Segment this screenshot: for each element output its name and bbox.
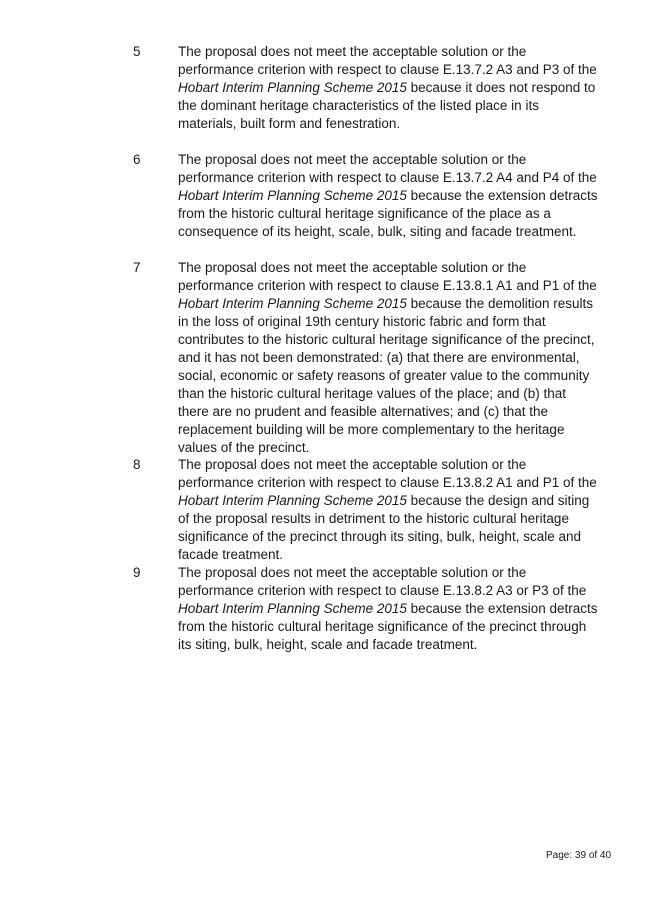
- item-text-post: because it does not respond to the dominant heritage characteristics of the listed place in its materials, built form and fenestration.: [178, 80, 596, 131]
- planning-scheme-title: Hobart Interim Planning Scheme 2015: [178, 188, 407, 203]
- planning-scheme-title: Hobart Interim Planning Scheme 2015: [178, 493, 407, 508]
- item-number: 7: [133, 260, 141, 275]
- item-text-pre: The proposal does not meet the acceptable solution or the performance criterion with respect to clause E.13.8.2 A1 and P1 of the: [178, 457, 597, 490]
- item-text: [178, 564, 598, 654]
- item-text-post: because the design and siting of the proposal results in detriment to the historic cultural heritage significance of the precinct through its siting, bulk, height, scale and facade treatment.: [178, 493, 590, 562]
- item-text: [178, 259, 598, 457]
- item-number: 5: [133, 44, 141, 59]
- item-text-pre: The proposal does not meet the acceptable solution or the performance criterion with respect to clause E.13.8.1 A1 and P1 of the: [178, 260, 597, 293]
- item-number: 8: [133, 457, 141, 472]
- item-text: [178, 456, 598, 564]
- item-number: 9: [133, 565, 141, 580]
- item-text-post: because the extension detracts from the historic cultural heritage significance of the precinct through its siting, bulk, height, scale and facade treatment.: [178, 601, 598, 652]
- planning-scheme-title: Hobart Interim Planning Scheme 2015: [178, 80, 407, 95]
- item-text: [178, 43, 598, 133]
- planning-scheme-title: Hobart Interim Planning Scheme 2015: [178, 296, 407, 311]
- item-text-pre: The proposal does not meet the acceptable solution or the performance criterion with respect to clause E.13.7.2 A4 and P4 of the: [178, 152, 597, 185]
- item-text-pre: The proposal does not meet the acceptable solution or the performance criterion with respect to clause E.13.7.2 A3 and P3 of the: [178, 44, 597, 77]
- page-number: Page: 39 of 40: [546, 850, 612, 861]
- planning-scheme-title: Hobart Interim Planning Scheme 2015: [178, 601, 407, 616]
- item-text-post: because the demolition results in the loss of original 19th century historic fabric and form that contributes to the historic cultural heritage significance of the precinct, and it has not been demonstrated: (a) that there are environmental, social, economic or safety reasons of greater value to the community than the historic cultural heritage values of the place; and (b) that there are no prudent and feasible alternatives; and (c) that the replacement building will be more complementary to the heritage values of the precinct.: [178, 296, 595, 455]
- item-text: [178, 151, 598, 241]
- item-text-pre: The proposal does not meet the acceptable solution or the performance criterion with respect to clause E.13.8.2 A3 or P3 of the: [178, 565, 587, 598]
- item-number: 6: [133, 152, 141, 167]
- item-text-post: because the extension detracts from the historic cultural heritage significance of the place as a consequence of its height, scale, bulk, siting and facade treatment.: [178, 188, 598, 239]
